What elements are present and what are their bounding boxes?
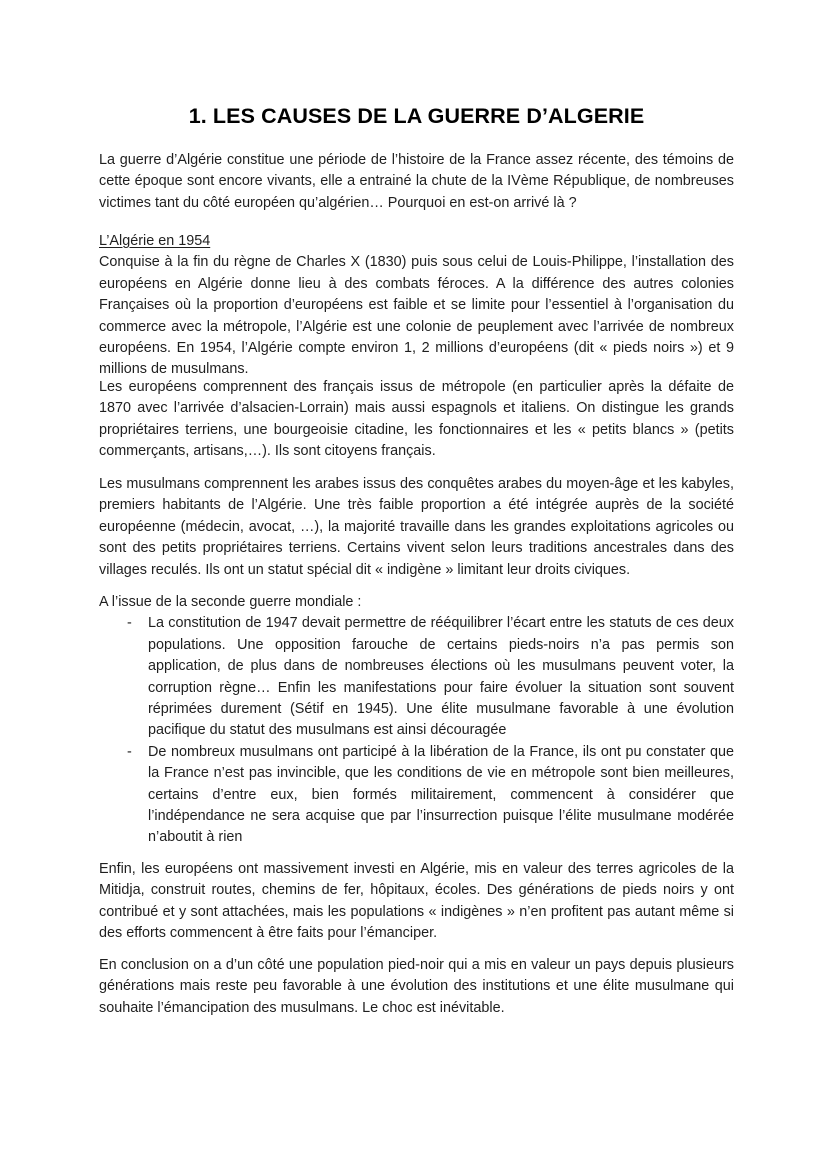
section-musulmans <box>99 474 734 581</box>
section-conclusion <box>99 955 734 1019</box>
intro-paragraph: La guerre d’Algérie constitue une période de l’histoire de la France assez récente, des témoins de cette époque sont encore vivants, elle a entrainé la chute de la IVème République, de nombreuses victimes tant du côté européen qu’algérien… Pourquoi en est-on arrivé là ? <box>99 152 734 211</box>
paragraph-musulmans: Les musulmans comprennent les arabes issus des conquêtes arabes du moyen-âge et les kabyles, premiers habitants de l’Algérie. Une très faible proportion a été intégrée auprès de la société européenne (médecin, avocat, …), la majorité travaille dans les grandes exploitations agricoles ou sont des petits propriétaires terriens. Certains vivent selon leurs traditions ancestrales dans des villages reculés. Ils ont un statut spécial dit « indigène » limitant leur droits civiques. <box>99 476 734 578</box>
section-heading: L’Algérie en 1954 <box>99 233 211 249</box>
list-item <box>99 613 734 741</box>
section-seconde-guerre <box>99 592 734 849</box>
section-europeens <box>99 377 734 463</box>
section-algerie-1954 <box>99 231 734 381</box>
paragraph-conquete: Conquise à la fin du règne de Charles X (1830) puis sous celui de Louis-Philippe, l’installation des européens en Algérie donne lieu à des combats féroces. A la différence des autres colonies Françaises où la proportion d’européens est faible et se limite pour l’essentiel à l’organisation du commerce avec la métropole, l’Algérie est une colonie de peuplement avec l’arrivée de nombreux européens. En 1954, l’Algérie compte environ 1, 2 millions d’européens (dit « pieds noirs ») et 9 millions de musulmans. <box>99 254 734 378</box>
paragraph-enfin: Enfin, les européens ont massivement investi en Algérie, mis en valeur des terres agricoles de la Mitidja, construit routes, chemins de fer, hôpitaux, écoles. Des générations de pieds noirs y ont contribué et y sont attachées, mais les populations « indigènes » n’en profitent pas autant même si des efforts commencent à être faits pour l’émanciper. <box>99 861 734 942</box>
list-intro: A l’issue de la seconde guerre mondiale : <box>99 594 362 610</box>
intro-section <box>99 150 734 214</box>
dash-marker-icon: - <box>127 743 132 760</box>
list-item <box>99 742 734 849</box>
section-enfin <box>99 859 734 945</box>
page-title: 1. LES CAUSES DE LA GUERRE D’ALGERIE <box>188 104 645 128</box>
list-item-text: De nombreux musulmans ont participé à la libération de la France, ils ont pu constater que la France n’est pas invincible, que les conditions de vie en métropole sont bien meilleures, certains d’entre eux, bien formés militairement, commencent à considérer que l’indépendance ne sera acquise que par l’insurrection puisque l’élite musulmane modérée n’aboutit à rien <box>148 743 734 846</box>
paragraph-europeens: Les européens comprennent des français issus de métropole (en particulier après la défaite de 1870 avec l’arrivée d’alsacien-Lorrain) mais aussi espagnols et italiens. On distingue les grands propriétaires terriens, une bourgeoisie citadine, les fonctionnaires et les « petits blancs » (petits commerçants, artisans,…). Ils sont citoyens français. <box>99 379 734 460</box>
dash-marker-icon: - <box>127 615 132 632</box>
list-item-text: La constitution de 1947 devait permettre de rééquilibrer l’écart entre les statuts de ces deux populations. Une opposition farouche de certains pieds-noirs n’a pas permis son application, de plus dans de nombreuses élections où les musulmans peuvent voter, la corruption règne… Enfin les manifestations pour faire évoluer la situation sont souvent réprimées durement (Sétif en 1945). Une élite musulmane favorable à une évolution pacifique du statut des musulmans est ainsi découragée <box>148 615 734 739</box>
paragraph-conclusion: En conclusion on a d’un côté une population pied-noir qui a mis en valeur un pays depuis plusieurs générations mais reste peu favorable à une évolution des institutions et une élite musulmane qui souhaite l’émancipation des musulmans. Le choc est inévitable. <box>99 957 734 1016</box>
dash-list <box>99 613 734 848</box>
